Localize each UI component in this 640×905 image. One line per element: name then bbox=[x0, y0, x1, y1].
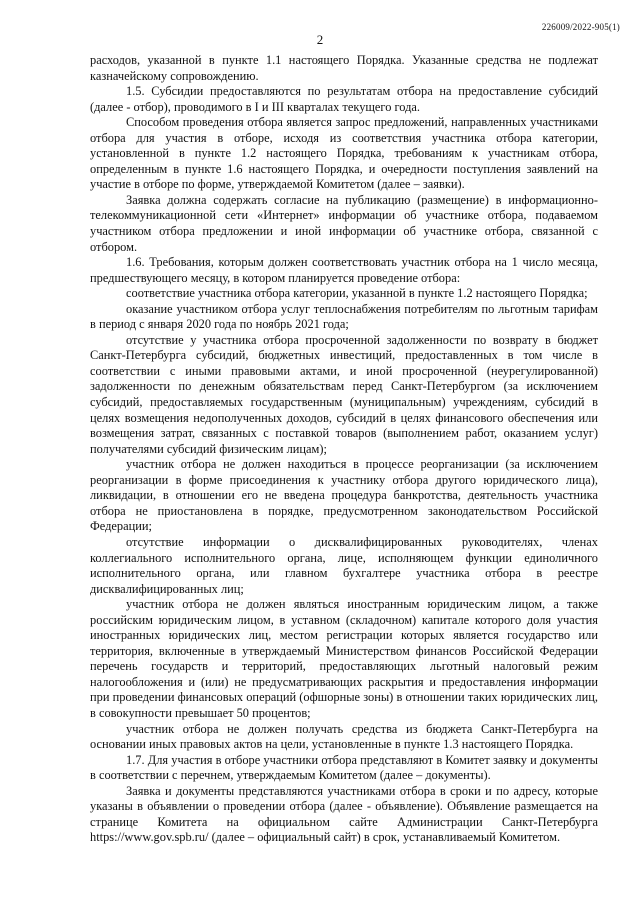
paragraph: расходов, указанной в пункте 1.1 настоящего Порядка. Указанные средства не подлежат казначейскому сопровождению. bbox=[90, 53, 598, 83]
paragraph: Заявка должна содержать согласие на публикацию (размещение) в информационно-телекоммуникационной сети «Интернет» информации об участнике отбора, подаваемом участником отбора предложении и иной информации об участнике отбора, связанной с отбором. bbox=[90, 192, 598, 254]
paragraph: 1.5. Субсидии предоставляются по результатам отбора на предоставление субсидий (далее - отбор), проводимого в I и III кварталах текущего года. bbox=[90, 84, 598, 114]
paragraph: Заявка и документы представляются участниками отбора в сроки и по адресу, которые указаны в объявлении о проведении отбора (далее - объявление). Объявление размещается на странице Комитета на официальном сайте Администрации Санкт-Петербурга https://www.gov.spb.ru/ (далее – официальный сайт) в срок, устанавливаемый Комитетом. bbox=[90, 783, 598, 845]
paragraph: оказание участником отбора услуг теплоснабжения потребителям по льготным тарифам в период с января 2020 года по ноябрь 2021 года; bbox=[90, 301, 598, 332]
paragraph: отсутствие у участника отбора просроченной задолженности по возврату в бюджет Санкт-Петербурга субсидий, бюджетных инвестиций, предоставленных в том числе в соответствии с иными правовыми актами, и иной просроченной (неурегулированной) задолженности по денежным обязательствам перед Санкт-Петербургом (за исключением субсидий, предоставляемых государственным (муниципальным) учреждениям, субсидий в целях возмещения недополученных доходов, субсидий в целях финансового обеспечения или возмещения затрат, связанных с поставкой товаров (выполнением работ, оказанием услуг) получателями субсидий физическим лицам); bbox=[90, 332, 598, 456]
paragraph: Способом проведения отбора является запрос предложений, направленных участниками отбора для участия в отборе, исходя из соответствия участника отбора категории, установленной в пункте 1.2 настоящего Порядка, требованиям к участникам отбора, определенным в пункте 1.6 настоящего Порядка, и очередности поступления заявлений на участие в отборе по форме, утверждаемой Комитетом (далее – заявки). bbox=[90, 115, 598, 192]
document-body bbox=[90, 53, 598, 846]
paragraph: 1.7. Для участия в отборе участники отбора представляют в Комитет заявку и документы в соответствии с перечнем, утверждаемым Комитетом (далее – документы). bbox=[90, 752, 598, 783]
document-number: 226009/2022-905(1) bbox=[541, 22, 620, 32]
paragraph: отсутствие информации о дисквалифицированных руководителях, членах коллегиального исполнительного органа, лице, исполняющем функции единоличного исполнительного органа, или главном бухгалтере участника отбора в реестре дисквалифицированных лиц; bbox=[90, 534, 598, 596]
paragraph: соответствие участника отбора категории, указанной в пункте 1.2 настоящего Порядка; bbox=[126, 286, 588, 301]
paragraph: участник отбора не должен получать средства из бюджета Санкт-Петербурга на основании иных правовых актов на цели, установленные в пункте 1.3 настоящего Порядка. bbox=[90, 721, 598, 752]
paragraph: участник отбора не должен находиться в процессе реорганизации (за исключением реорганизации в форме присоединения к участнику отбора другого юридического лица), ликвидации, в отношении его не введена процедура банкротства, деятельность участника отбора не приостановлена в порядке, предусмотренном законодательством Российской Федерации; bbox=[90, 457, 598, 534]
paragraph: участник отбора не должен являться иностранным юридическим лицом, а также российским юридическим лицом, в уставном (складочном) капитале которого доля участия иностранных юридических лиц, местом регистрации которых является государство или территория, включенные в утверждаемый Министерством финансов Российской Федерации перечень государств и территорий, предоставляющих льготный налоговый режим налогообложения и (или) не предусматривающих раскрытия и предоставления информации при проведении финансовых операций (офшорные зоны) в отношении таких юридических лиц, в совокупности превышает 50 процентов; bbox=[90, 597, 598, 720]
paragraph: 1.6. Требования, которым должен соответствовать участник отбора на 1 число месяца, предшествующего месяцу, в котором планируется проведение отбора: bbox=[90, 255, 598, 285]
page-number: 2 bbox=[316, 32, 324, 47]
